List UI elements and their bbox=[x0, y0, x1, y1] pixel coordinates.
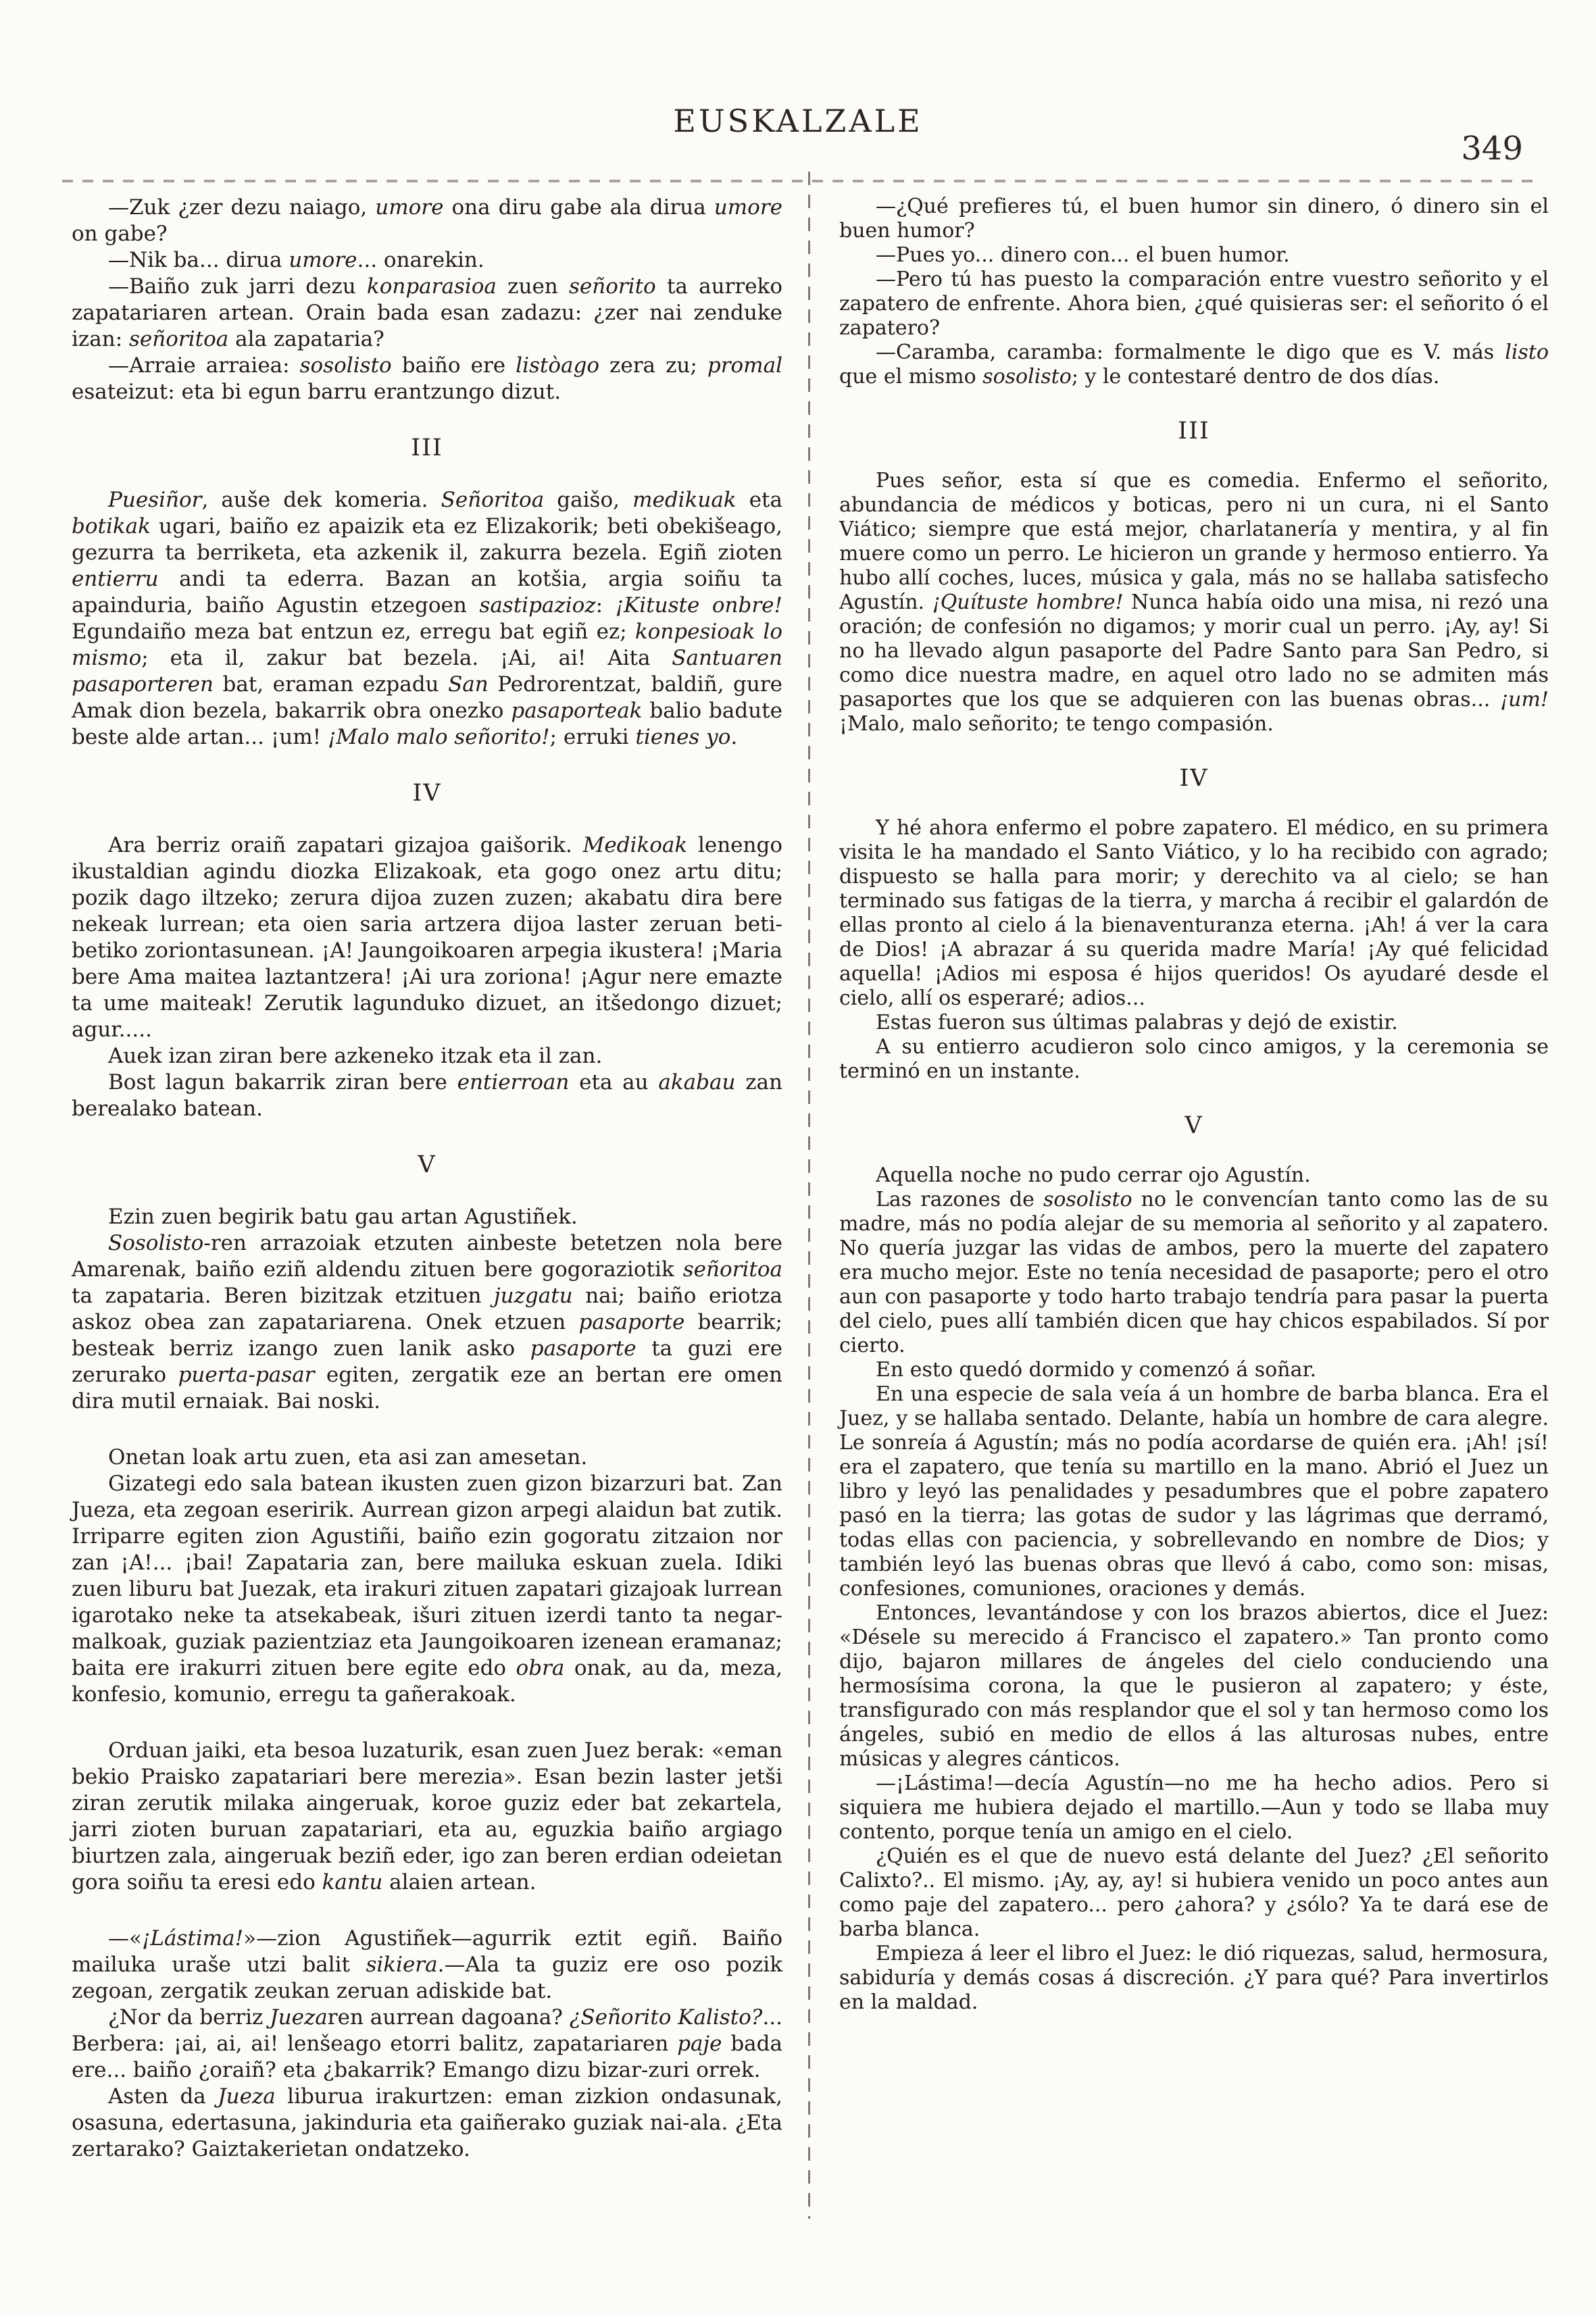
column-divider bbox=[808, 172, 810, 2219]
paragraph: —Arraie arraiea: sosolisto baiño ere listòago zera zu; promal esateizut: eta bi egun barru erantzungo dizut. bbox=[72, 353, 782, 404]
paragraph: ¿Nor da berriz Juezaren aurrean dagoana? ¿Señorito Kalisto?... Berbera: ¡ai, ai, ai! lenšeago etorri balitz, zapatariaren paje bada ere... baiño ¿oraiñ? eta ¿bakarrik? Emango dizu bizar-zuri orrek. bbox=[72, 2005, 782, 2082]
paragraph: En esto quedó dormido y comenzó á soñar. bbox=[876, 1358, 1317, 1382]
paragraph: —Pero tú has puesto la comparación entre vuestro señorito y el zapatero de enfrente. Ahora bien, ¿qué quisieras ser: el señorito ó el zapatero? bbox=[839, 268, 1549, 340]
paragraph: —Baiño zuk jarri dezu konparasioa zuen señorito ta aurreko zapatariaren artean. Orain bada esan zadazu: ¿zer nai zenduke izan: señoritoa ala zapataria? bbox=[72, 274, 782, 351]
right-column bbox=[839, 195, 1549, 2015]
paragraph: Las razones de sosolisto no le convencían tanto como las de su madre, más no podía alejar de su memoria al señorito y al zapatero. No quería juzgar las vidas de ambos, pero la muerte del zapatero era mucho mejor. Este no tenía necesidad de pasaporte; pero el otro aun con pasaporte y todo harto trabajo tendría para pasar la puerta del cielo, pues allí también dicen que hay chicos espabilados. Sí por cierto. bbox=[839, 1188, 1549, 1357]
paragraph: Ezin zuen begirik batu gau artan Agustiñek. bbox=[108, 1205, 578, 1229]
paragraph: Y hé ahora enfermo el pobre zapatero. El médico, en su primera visita le ha mandado el Santo Viático, y lo ha recibido con agrado; dispuesto se halla para morir; y derechito va al cielo; se han terminado sus fatigas de la tierra, y marcha á recibir el galardón de ellas pronto al cielo á la bienaventuranza eterna. ¡Ah! á ver la cara de Dios! ¡A abrazar á su querida madre María! ¡Ay qué felicidad aquella! ¡Adios mi esposa é hijos queridos! Os ayudaré desde el cielo, allí os esperaré; adios... bbox=[839, 816, 1549, 1010]
paragraph: —¡Lástima!—decía Agustín—no me ha hecho adios. Pero si siquiera me hubiera dejado el martillo.—Aun y todo se llaba muy contento, porque tenía un amigo en el cielo. bbox=[839, 1771, 1549, 1844]
section-heading: V bbox=[1184, 1112, 1203, 1139]
paragraph-gap bbox=[72, 1415, 782, 1444]
paragraph: Bost lagun bakarrik ziran bere entierroan eta au akabau zan berealako batean. bbox=[72, 1070, 782, 1121]
paragraph: ¿Quién es el que de nuevo está delante del Juez? ¿El señorito Calixto?.. El mismo. ¡Ay, ay, ay! si hubiera venido un poco antes aun como paje del zapatero... pero ¿ahora? y ¿sólo? Ya te dará ese de barba blanca. bbox=[839, 1844, 1549, 1941]
section-heading: IV bbox=[412, 780, 442, 807]
paragraph: A su entierro acudieron solo cinco amigos, y la ceremonia se terminó en un instante. bbox=[839, 1035, 1549, 1083]
paragraph: —Zuk ¿zer dezu naiago, umore ona diru gabe ala dirua umore on gabe? bbox=[72, 195, 782, 246]
section-heading: III bbox=[411, 434, 443, 461]
paragraph: Estas fueron sus últimas palabras y dejó de existir. bbox=[876, 1011, 1398, 1034]
paragraph: Puesiñor, auše dek komeria. Señoritoa gaišo, medikuak eta botikak ugari, baiño ez apaizik eta ez Elizakorik; beti obekišeago, gezurra ta berriketa, eta azkenik il, zakurra bezela. Egiñ zioten entierru andi ta ederra. Bazan an kotšia, argia soiñu ta apainduria, baiño Agustin etzegoen sastipazioz: ¡Kituste onbre! Egundaiño meza bat entzun ez, erregu bat egiñ ez; konpesioak lo mismo; eta il, zakur bat bezela. ¡Ai, ai! Aita Santuaren pasaporteren bat, eraman ezpadu San Pedrorentzat, baldiñ, gure Amak dion bezela, bakarrik obra onezko pasaporteak balio badute beste alde artan... ¡um! ¡Malo malo señorito!; erruki tienes yo. bbox=[72, 488, 782, 749]
page-title: EUSKALZALE bbox=[673, 103, 923, 139]
paragraph: —«¡Lástima!»—zion Agustiñek—agurrik eztit egiñ. Baiño mailuka uraše utzi balit sikiera.—Ala ta guziz ere oso pozik zegoan, zergatik zeukan zeruan adiskide bat. bbox=[72, 1926, 782, 2003]
paragraph: Gizategi edo sala batean ikusten zuen gizon bizarzuri bat. Zan Jueza, eta zegoan eseririk. Aurrean gizon arpegi alaidun bat zutik. Irriparre egiten zion Agustiñi, baiño ezin gogoratu zitzaion nor zan ¡A!... ¡bai! Zapataria zan, bere mailuka eskuan zuela. Idiki zuen liburu bat Juezak, eta irakuri zituen zapatari gizajoak lurrean igarotako neke ta atsekabeak, išuri zituen izerdi tanto ta negar-malkoak, guziak pazientziaz eta Jaungoikoaren izenean eramanaz; baita ere irakurri zituen bere egite edo obra onak, au da, meza, konfesio, komunio, erregu ta gañerakoak. bbox=[72, 1472, 782, 1707]
section-heading: III bbox=[1178, 418, 1210, 445]
left-column bbox=[72, 195, 782, 2163]
paragraph-gap bbox=[72, 1896, 782, 1926]
paragraph: —Pues yo... dinero con... el buen humor. bbox=[876, 243, 1290, 267]
section-heading: V bbox=[418, 1151, 437, 1178]
paragraph: —Nik ba... dirua umore... onarekin. bbox=[108, 248, 484, 272]
paragraph: Aquella noche no pudo cerrar ojo Agustín. bbox=[876, 1163, 1311, 1187]
paragraph: —Caramba, caramba: formalmente le digo que es V. más listo que el mismo sosolisto; y le contestaré dentro de dos días. bbox=[839, 341, 1549, 388]
paragraph-gap bbox=[72, 1708, 782, 1738]
paragraph: Sosolisto-ren arrazoiak etzuten ainbeste betetzen nola bere Amarenak, baiño eziñ aldendu zituen bere gogoraziotik señoritoa ta zapataria. Beren bizitzak etzituen juzgatu nai; baiño eriotza askoz obea zan zapatariarena. Onek etzuen pasaporte bearrik; besteak berriz izango zuen lanik asko pasaporte ta guzi ere zerurako puerta-pasar egiten, zergatik eze an bertan ere omen dira mutil ernaiak. Bai noski. bbox=[72, 1231, 782, 1413]
paragraph: Entonces, levantándose y con los brazos abiertos, dice el Juez: «Désele su merecido á Francisco el zapatero.» Tan pronto como dijo, bajaron millares de ángeles del cielo conduciendo una hermosísima corona, la que le pusieron al zapatero; y éste, transfigurado con más resplandor que el sol y tan hermoso como los ángeles, subió en medio de ellos á las alturosas nubes, entre músicas y alegres cánticos. bbox=[839, 1601, 1549, 1771]
paragraph: Pues señor, esta sí que es comedia. Enfermo el señorito, abundancia de médicos y boticas, pero ni un cura, ni el Santo Viático; siempre que está mejor, charlatanería y mentira, y al fin muere como un perro. Le hicieron un grande y hermoso entierro. Ya hubo allí coches, luces, música y gala, más no se hallaba satisfecho Agustín. ¡Quítuste hombre! Nunca había oido una misa, ni rezó una oración; de confesión no digamos; y morir cual un perro. ¡Ay, ay! Si no ha llevado algun pasaporte del Padre Santo para San Pedro, si como dice nuestra madre, en aquel otro lado no se admiten más pasaportes que los que se adquieren con las buenas obras... ¡um! ¡Malo, malo señorito; te tengo compasión. bbox=[839, 469, 1549, 736]
paragraph: Ara berriz oraiñ zapatari gizajoa gaišorik. Medikoak lenengo ikustaldian agindu diozka Elizakoak, eta gogo onez artu ditu; pozik dago iltzeko; zerura dijoa zuzen zuzen; akabatu dira bere nekeak lurrean; eta oien saria artzera dijoa laster zeruan beti-betiko zoriontasunean. ¡A! Jaungoikoaren arpegia ikustera! ¡Maria bere Ama maitea laztantzera! ¡Ai ura zoriona! ¡Agur nere emazte ta ume maiteak! Zerutik lagunduko dizuet, an itšedongo dizuet; agur..... bbox=[72, 833, 782, 1042]
paragraph: Onetan loak artu zuen, eta asi zan amesetan. bbox=[108, 1445, 588, 1469]
paragraph: En una especie de sala veía á un hombre de barba blanca. Era el Juez, y se hallaba sentado. Delante, había un hombre de cara alegre. Le sonreía á Agustín; más no podía acordarse de quién era. ¡Ah! ¡sí! era el zapatero, que tenía su martillo en la mano. Abrió el Juez un libro y leyó las penalidades y pesadumbres que el pobre zapatero pasó en la tierra; las gotas de sudor y las lágrimas que derramó, todas ellas con paciencia, y sobrellevando en nombre de Dios; y también leyó las buenas obras que llevó á cabo, como son: misas, confesiones, comuniones, oraciones y demás. bbox=[839, 1382, 1549, 1601]
paragraph: Asten da Jueza liburua irakurtzen: eman zizkion ondasunak, osasuna, edertasuna, jakinduria eta gaiñerako guziak nai-ala. ¿Eta zertarako? Gaiztakerietan ondatzeko. bbox=[72, 2084, 783, 2161]
page-number: 349 bbox=[1461, 130, 1523, 168]
section-heading: IV bbox=[1179, 765, 1209, 792]
header-rule bbox=[62, 180, 1539, 182]
paragraph: Auek izan ziran bere azkeneko itzak eta il zan. bbox=[108, 1044, 603, 1068]
paragraph: —¿Qué prefieres tú, el buen humor sin dinero, ó dinero sin el buen humor? bbox=[839, 195, 1549, 243]
paragraph: Orduan jaiki, eta besoa luzaturik, esan zuen Juez berak: «eman bekio Praisko zapatariari bere merezia». Esan bezin laster jetši ziran zerutik milaka aingeruak, koroe guziz eder bat zekartela, jarri zioten buruan zapatariari, eta au, eguzkia baiño argiago biurtzen zala, aingeruak beziñ eder, igo zan beren erdian odeietan gora soiñu ta eresi edo kantu alaien artean. bbox=[72, 1738, 782, 1894]
paragraph: Empieza á leer el libro el Juez: le dió riquezas, salud, hermosura, sabiduría y demás cosas á discreción. ¿Y para qué? Para invertirlos en la maldad. bbox=[839, 1942, 1549, 2014]
